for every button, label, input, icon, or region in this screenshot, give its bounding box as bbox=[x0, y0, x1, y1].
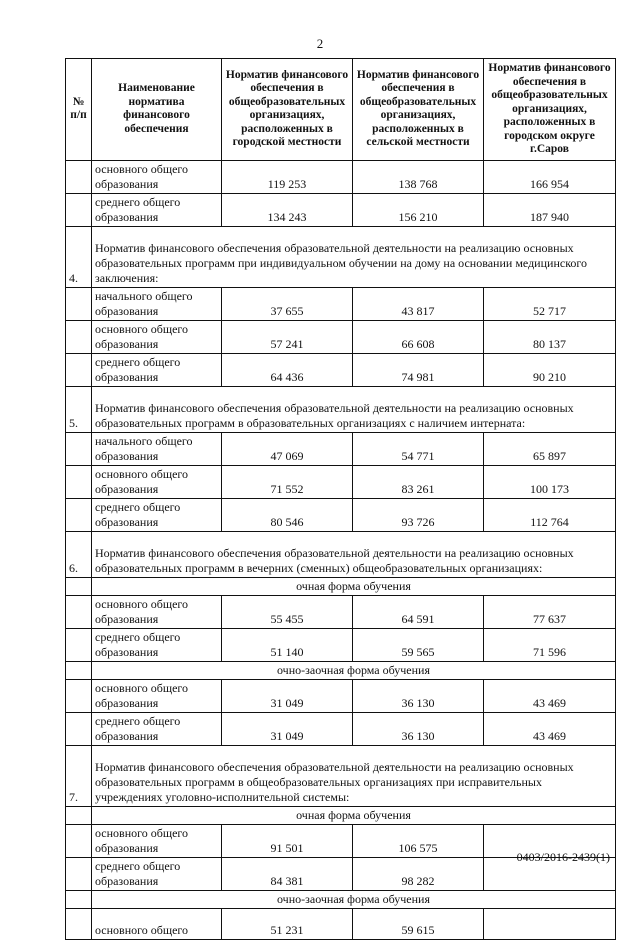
row-urban-value: 64 436 bbox=[222, 353, 353, 386]
row-urban-value: 57 241 bbox=[222, 320, 353, 353]
row-name-cell: основного общего bbox=[92, 908, 222, 939]
row-rural-value: 66 608 bbox=[353, 320, 484, 353]
row-num-cell bbox=[66, 193, 92, 226]
row-urban-value: 47 069 bbox=[222, 432, 353, 465]
row-rural-value: 98 282 bbox=[353, 857, 484, 890]
row-sarov-value: 80 137 bbox=[484, 320, 616, 353]
row-urban-value: 31 049 bbox=[222, 712, 353, 745]
row-sarov-value: 71 596 bbox=[484, 628, 616, 661]
row-num-cell bbox=[66, 628, 92, 661]
row-sarov-value bbox=[484, 908, 616, 939]
row-sarov-value: 100 173 bbox=[484, 465, 616, 498]
row-sarov-value: 77 637 bbox=[484, 595, 616, 628]
section-number: 4. bbox=[66, 226, 92, 287]
section-number: 5. bbox=[66, 386, 92, 432]
row-num-cell bbox=[66, 712, 92, 745]
row-rural-value: 36 130 bbox=[353, 679, 484, 712]
form-row bbox=[66, 890, 616, 908]
row-num-cell bbox=[66, 498, 92, 531]
row-num-cell bbox=[66, 320, 92, 353]
row-num-cell bbox=[66, 857, 92, 890]
table-body bbox=[66, 160, 616, 939]
row-num-cell bbox=[66, 465, 92, 498]
row-urban-value: 80 546 bbox=[222, 498, 353, 531]
row-rural-value: 93 726 bbox=[353, 498, 484, 531]
row-urban-value: 119 253 bbox=[222, 160, 353, 193]
row-num-cell bbox=[66, 353, 92, 386]
row-urban-value: 134 243 bbox=[222, 193, 353, 226]
row-name-cell: основного общего образования bbox=[92, 679, 222, 712]
section-title: Норматив финансового обеспечения образовательной деятельности на реализацию основных образовательных программ в общеобразовательных организациях при исправительных учреждениях уголовно-исполнительной системы: bbox=[92, 745, 616, 806]
table-row bbox=[66, 679, 616, 712]
row-name-cell: среднего общего образования bbox=[92, 193, 222, 226]
row-rural-value: 59 565 bbox=[353, 628, 484, 661]
row-rural-value: 74 981 bbox=[353, 353, 484, 386]
table-row bbox=[66, 193, 616, 226]
row-name-cell: основного общего образования bbox=[92, 160, 222, 193]
row-name-cell: основного общего образования bbox=[92, 595, 222, 628]
header-rural: Норматив финансового обеспечения в общеобразовательных организациях, расположенных в сельской местности bbox=[353, 59, 484, 161]
row-name-cell: основного общего образования bbox=[92, 824, 222, 857]
section-title: Норматив финансового обеспечения образовательной деятельности на реализацию основных образовательных программ в образовательных организациях с наличием интерната: bbox=[92, 386, 616, 432]
row-rural-value: 156 210 bbox=[353, 193, 484, 226]
row-urban-value: 84 381 bbox=[222, 857, 353, 890]
row-rural-value: 36 130 bbox=[353, 712, 484, 745]
row-num-cell bbox=[66, 577, 92, 595]
table-row bbox=[66, 498, 616, 531]
row-urban-value: 37 655 bbox=[222, 287, 353, 320]
form-row bbox=[66, 806, 616, 824]
table-row bbox=[66, 353, 616, 386]
page-number: 2 bbox=[316, 36, 324, 51]
section-row bbox=[66, 531, 616, 577]
document-code: 0403/2016-2439(1) bbox=[516, 850, 610, 864]
section-row bbox=[66, 745, 616, 806]
row-name-cell: среднего общего образования bbox=[92, 628, 222, 661]
row-sarov-value: 43 469 bbox=[484, 712, 616, 745]
row-num-cell bbox=[66, 679, 92, 712]
section-number: 6. bbox=[66, 531, 92, 577]
header-num: № п/п bbox=[66, 59, 92, 161]
section-row bbox=[66, 226, 616, 287]
form-row bbox=[66, 577, 616, 595]
row-name-cell: начального общего образования bbox=[92, 432, 222, 465]
row-sarov-value: 90 210 bbox=[484, 353, 616, 386]
row-num-cell bbox=[66, 661, 92, 679]
header-sarov: Норматив финансового обеспечения в общеобразовательных организациях, расположенных в городском округе г.Саров bbox=[484, 59, 616, 161]
header-name: Наименование норматива финансового обеспечения bbox=[92, 59, 222, 161]
row-name-cell: среднего общего образования bbox=[92, 498, 222, 531]
table-row bbox=[66, 287, 616, 320]
row-rural-value: 43 817 bbox=[353, 287, 484, 320]
row-num-cell bbox=[66, 806, 92, 824]
row-num-cell bbox=[66, 890, 92, 908]
row-rural-value: 106 575 bbox=[353, 824, 484, 857]
row-urban-value: 55 455 bbox=[222, 595, 353, 628]
form-row bbox=[66, 661, 616, 679]
row-name-cell: основного общего образования bbox=[92, 465, 222, 498]
section-number: 7. bbox=[66, 745, 92, 806]
table-row bbox=[66, 465, 616, 498]
row-rural-value: 59 615 bbox=[353, 908, 484, 939]
table-row bbox=[66, 628, 616, 661]
table-header-row bbox=[66, 59, 616, 161]
table-row bbox=[66, 160, 616, 193]
row-num-cell bbox=[66, 160, 92, 193]
row-sarov-value: 52 717 bbox=[484, 287, 616, 320]
header-urban: Норматив финансового обеспечения в общеобразовательных организациях, расположенных в городской местности bbox=[222, 59, 353, 161]
row-num-cell bbox=[66, 432, 92, 465]
table-row bbox=[66, 712, 616, 745]
row-urban-value: 51 140 bbox=[222, 628, 353, 661]
row-num-cell bbox=[66, 908, 92, 939]
row-urban-value: 51 231 bbox=[222, 908, 353, 939]
study-form-label: очно-заочная форма обучения bbox=[92, 661, 616, 679]
row-sarov-value: 187 940 bbox=[484, 193, 616, 226]
row-rural-value: 54 771 bbox=[353, 432, 484, 465]
row-name-cell: начального общего образования bbox=[92, 287, 222, 320]
section-title: Норматив финансового обеспечения образовательной деятельности на реализацию основных образовательных программ при индивидуальном обучении на дому на основании медицинского заключения: bbox=[92, 226, 616, 287]
row-urban-value: 71 552 bbox=[222, 465, 353, 498]
row-rural-value: 138 768 bbox=[353, 160, 484, 193]
table-row bbox=[66, 320, 616, 353]
row-sarov-value: 112 764 bbox=[484, 498, 616, 531]
row-name-cell: среднего общего образования bbox=[92, 712, 222, 745]
section-row bbox=[66, 386, 616, 432]
row-sarov-value: 166 954 bbox=[484, 160, 616, 193]
row-sarov-value: 43 469 bbox=[484, 679, 616, 712]
row-num-cell bbox=[66, 595, 92, 628]
table-row bbox=[66, 595, 616, 628]
row-name-cell: среднего общего образования bbox=[92, 857, 222, 890]
row-sarov-value: 65 897 bbox=[484, 432, 616, 465]
study-form-label: очная форма обучения bbox=[92, 577, 616, 595]
table-row bbox=[66, 908, 616, 939]
row-rural-value: 83 261 bbox=[353, 465, 484, 498]
row-name-cell: основного общего образования bbox=[92, 320, 222, 353]
study-form-label: очная форма обучения bbox=[92, 806, 616, 824]
row-name-cell: среднего общего образования bbox=[92, 353, 222, 386]
row-num-cell bbox=[66, 287, 92, 320]
section-title: Норматив финансового обеспечения образовательной деятельности на реализацию основных образовательных программ в вечерних (сменных) общеобразовательных организациях: bbox=[92, 531, 616, 577]
row-num-cell bbox=[66, 824, 92, 857]
study-form-label: очно-заочная форма обучения bbox=[92, 890, 616, 908]
normative-table bbox=[65, 58, 616, 940]
row-urban-value: 91 501 bbox=[222, 824, 353, 857]
table-row bbox=[66, 432, 616, 465]
row-rural-value: 64 591 bbox=[353, 595, 484, 628]
row-urban-value: 31 049 bbox=[222, 679, 353, 712]
